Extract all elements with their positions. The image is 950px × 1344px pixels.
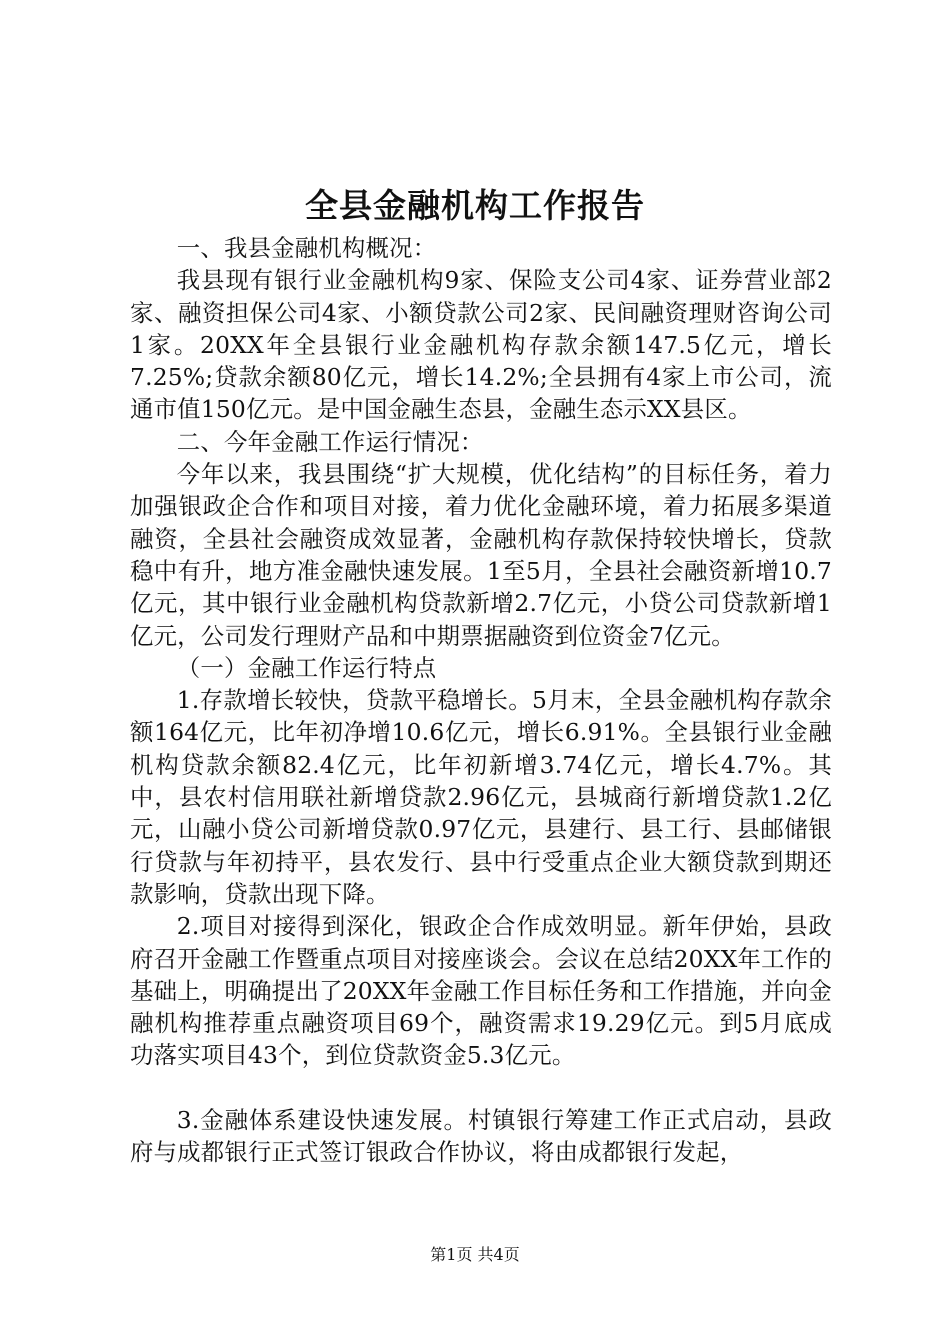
paragraph-point-1: 1.存款增长较快，贷款平稳增长。5月末，全县金融机构存款余额164亿元，比年初净增10.6亿元，增长6.91%。全县银行业金融机构贷款余额82.4亿元，比年初新增3.74亿元，增长4.7%。其中，县农村信用联社新增贷款2.96亿元，县城商行新增贷款1.2亿元，山融小贷公司新增贷款0.97亿元，县建行、县工行、县邮储银行贷款与年初持平，县农发行、县中行受重点企业大额贷款到期还款影响，贷款出现下降。 [130,686,832,908]
paragraph-point-3: 3.金融体系建设快速发展。村镇银行筹建工作正式启动，县政府与成都银行正式签订银政合作协议，将由成都银行发起， [130,1105,832,1167]
paragraph-overview: 我县现有银行业金融机构9家、保险支公司4家、证券营业部2家、融资担保公司4家、小额贷款公司2家、民间融资理财咨询公司1家。20XX年全县银行业金融机构存款余额147.5亿元，增长7.25%;贷款余额80亿元，增长14.2%;全县拥有4家上市公司，流通市值150亿元。是中国金融生态县，金融生态示XX县区。 [130,266,832,424]
paragraph-point-2: 2.项目对接得到深化，银政企合作成效明显。新年伊始，县政府召开金融工作暨重点项目对接座谈会。会议在总结20XX年工作的基础上，明确提出了20XX年金融工作目标任务和工作措施，并向金融机构推荐重点融资项目69个，融资需求19.29亿元。到5月底成功落实项目43个，到位贷款资金5.3亿元。 [130,912,832,1070]
paragraph-operation: 今年以来，我县围绕“扩大规模，优化结构”的目标任务，着力加强银政企合作和项目对接，着力优化金融环境，着力拓展多渠道融资，全县社会融资成效显著，金融机构存款保持较快增长，贷款稳中有升，地方准金融快速发展。1至5月，全县社会融资新增10.7亿元，其中银行业金融机构贷款新增2.7亿元，小贷公司贷款新增1亿元，公司发行理财产品和中期票据融资到位资金7亿元。 [130,460,832,650]
section-heading-operation: 二、今年金融工作运行情况： [176,427,484,456]
document-title: 全县金融机构工作报告 [305,186,645,225]
page-footer: 第1页 共4页 [430,1245,520,1264]
subsection-heading-features: （一）金融工作运行特点 [176,653,437,682]
section-heading-overview: 一、我县金融机构概况： [176,234,437,262]
document-body [130,232,832,1168]
